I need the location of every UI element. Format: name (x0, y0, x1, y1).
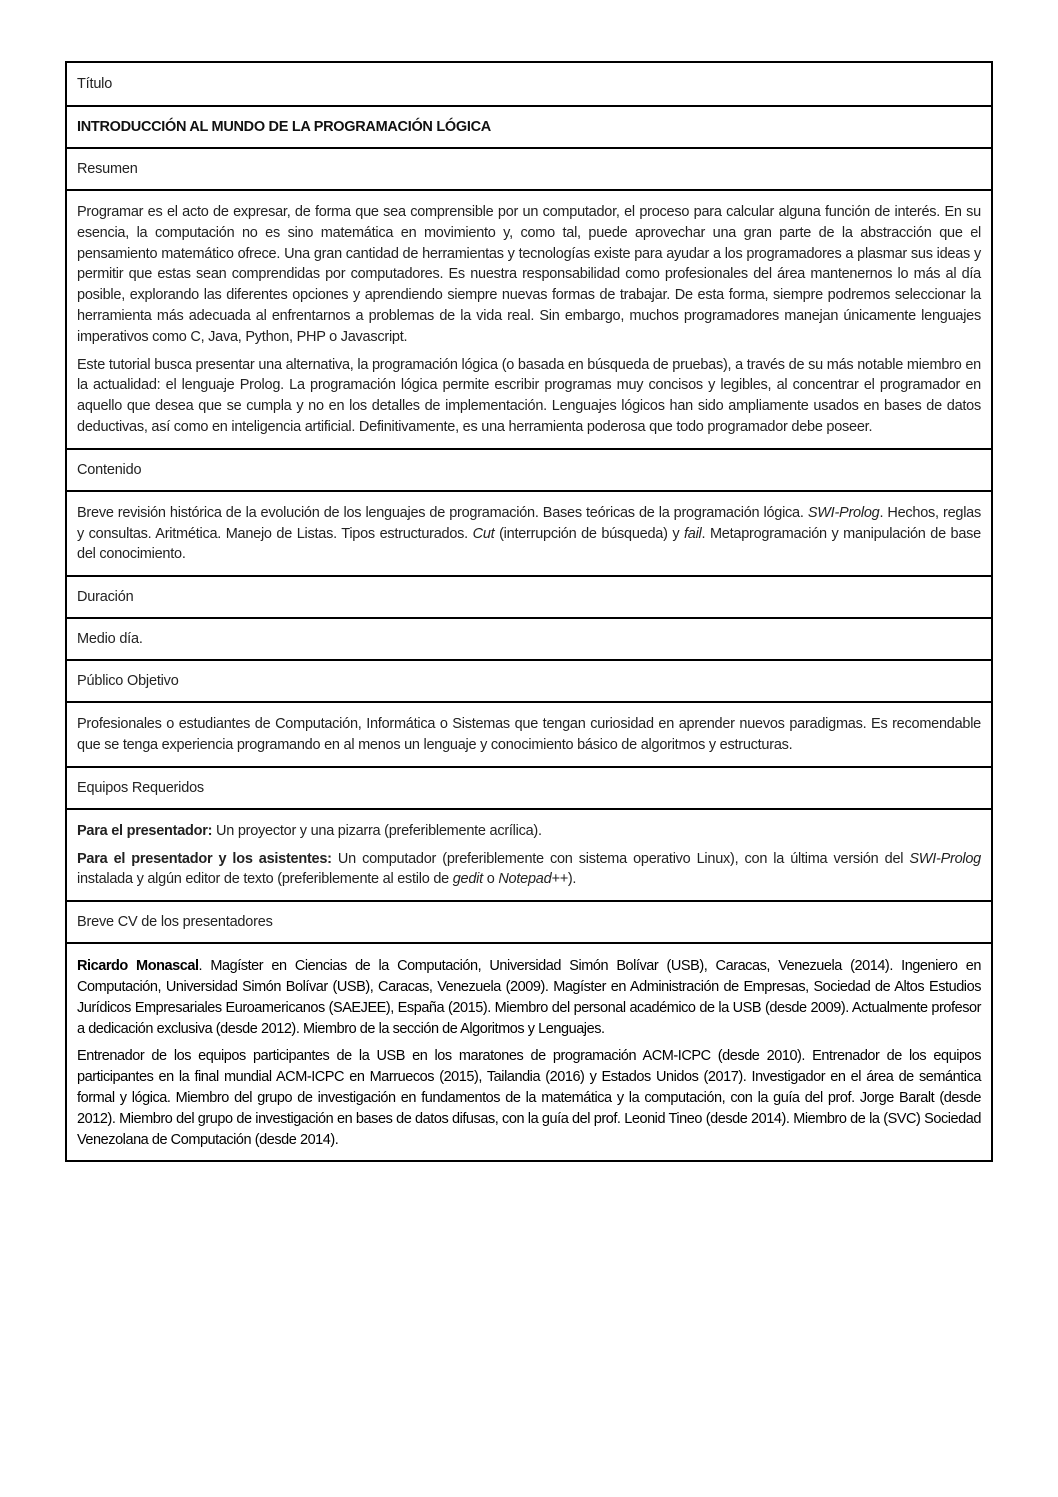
contenido-content (67, 490, 991, 575)
equipos-text: instalada y algún editor de texto (preferiblemente al estilo de (77, 871, 453, 888)
titulo-label: Título (77, 76, 113, 92)
publico-label: Público Objetivo (77, 673, 179, 690)
equipos-asistentes (77, 849, 981, 891)
contenido-fail: fail (683, 525, 702, 542)
equipos-notepad: Notepad++ (498, 871, 568, 888)
duracion-value-row (67, 617, 991, 659)
titulo-label-row (67, 63, 991, 105)
cv-paragraph-1 (77, 956, 981, 1039)
cv-paragraph-1-text: . Magíster en Ciencias de la Computación, Universidad Simón Bolívar (USB), Caracas, Venezuela (2014). Ingeniero en Computación, Universidad Simón Bolívar (USB), Caracas, Venezuela (2009). Magíster en Administración de Empresas, Sociedad de Altos Estudios Jurídicos Empresariales Euroamericanos (SAEJEE), España (2015). Miembro del personal académico de la USB (desde 2009). Actualmente profesor a dedicación exclusiva (desde 2012). Miembro de la sección de Algoritmos y Lenguajes. (77, 958, 981, 1037)
equipos-gedit: gedit (452, 871, 483, 888)
equipos-presentador-text: Un proyector y una pizarra (preferiblemente acrílica). (212, 822, 542, 839)
proposal-form-table (65, 61, 993, 1162)
contenido-label-row (67, 448, 991, 490)
equipos-text: ). (567, 871, 577, 888)
contenido-text: Breve revisión histórica de la evolución de los lenguajes de programación. Bases teóricas de la programación lógica. (77, 504, 808, 521)
equipos-text: o (482, 871, 499, 888)
cv-label-row (67, 900, 991, 942)
publico-paragraph: Profesionales o estudiantes de Computación, Informática o Sistemas que tengan curiosidad en aprender nuevos paradigmas. Es recomendable que se tenga experiencia programando en al menos un lenguaje y conocimiento básico de algoritmos y estructuras. (77, 716, 981, 753)
cv-content (67, 942, 991, 1160)
contenido-text: . Metaprogramación y manipulación de base del conocimiento. (77, 525, 982, 563)
resumen-content (67, 189, 991, 448)
contenido-label: Contenido (77, 461, 142, 478)
contenido-cut: Cut (472, 525, 495, 542)
publico-content (67, 701, 991, 766)
equipos-text: Un computador (preferiblemente con sistema operativo Linux), con la última versión del (331, 850, 910, 867)
equipos-content (67, 808, 991, 900)
equipos-presentador (77, 821, 981, 842)
resumen-paragraph-1: Programar es el acto de expresar, de forma que sea comprensible por un computador, el proceso para calcular alguna función de interés. En su esencia, la computación no es sino matemática en movimiento y, como tal, puede aprovechar una gran parte de la abstracción que el pensamiento matemático ofrece. Una gran cantidad de herramientas y tecnologías existe para ayudar a los programadores a plasmar sus ideas y permitir que estas sean comprendidas por computadores. Es nuestra responsabilidad como profesionales del área mantenernos lo más al día posible, explorando las diferentes opciones y aprendiendo siempre nuevas formas de trabajar. De esta forma, siempre podremos seleccionar la herramienta más adecuada al enfrentarnos a problemas de la vida real. Sin embargo, muchos programadores manejan únicamente lenguajes imperativos como C, Java, Python, PHP o Javascript. (77, 204, 981, 345)
contenido-text: . Hechos, reglas y consultas. Aritmética. Manejo de Listas. Tipos estructurados. (77, 504, 981, 542)
duracion-label: Duración (77, 589, 134, 606)
equipos-swi-prolog: SWI-Prolog (909, 850, 981, 867)
duracion-label-row (67, 575, 991, 617)
cv-presenter-name: Ricardo Monascal (77, 958, 199, 975)
equipos-label-row (67, 766, 991, 808)
titulo-value-row (67, 105, 991, 147)
contenido-swi-prolog: SWI-Prolog (807, 504, 880, 521)
cv-paragraph-2: Entrenador de los equipos participantes de la USB en los maratones de programación ACM-ICPC (desde 2010). Entrenador de los equipos participantes en la final mundial ACM-ICPC en Marruecos (2015), Tailandia (2016) y Estados Unidos (2017). Investigador en el área de semántica formal y lógica. Miembro del grupo de investigación en fundamentos de la matemática y la computación, con la guía del prof. Jorge Baralt (desde 2012). Miembro del grupo de investigación en bases de datos difusas, con la guía del prof. Leonid Tineo (desde 2014). Miembro de la (SVC) Sociedad Venezolana de Computación (desde 2014). (77, 1048, 981, 1148)
contenido-paragraph (77, 503, 981, 565)
publico-label-row (67, 659, 991, 701)
document-title: INTRODUCCIÓN AL MUNDO DE LA PROGRAMACIÓN LÓGICA (77, 119, 491, 135)
resumen-paragraph-2: Este tutorial busca presentar una alternativa, la programación lógica (o basada en búsqueda de pruebas), a través de su más notable miembro en la actualidad: el lenguaje Prolog. La programación lógica permite escribir programas muy concisos y legibles, al concentrar el programador en aquello que desea que se cumpla y no en los detalles de implementación. Lenguajes lógicos han sido ampliamente usados en bases de datos deductivas, así como en inteligencia artificial. Definitivamente, es una herramienta poderosa que todo programador debe poseer. (77, 356, 981, 435)
duracion-value: Medio día. (77, 631, 143, 648)
equipos-asistentes-label: Para el presentador y los asistentes: (77, 850, 332, 867)
resumen-label-row (67, 147, 991, 189)
equipos-presentador-label: Para el presentador: (77, 822, 213, 839)
equipos-label: Equipos Requeridos (77, 779, 204, 796)
resumen-label: Resumen (77, 161, 138, 177)
contenido-text: (interrupción de búsqueda) y (494, 525, 684, 542)
cv-label: Breve CV de los presentadores (77, 914, 273, 931)
